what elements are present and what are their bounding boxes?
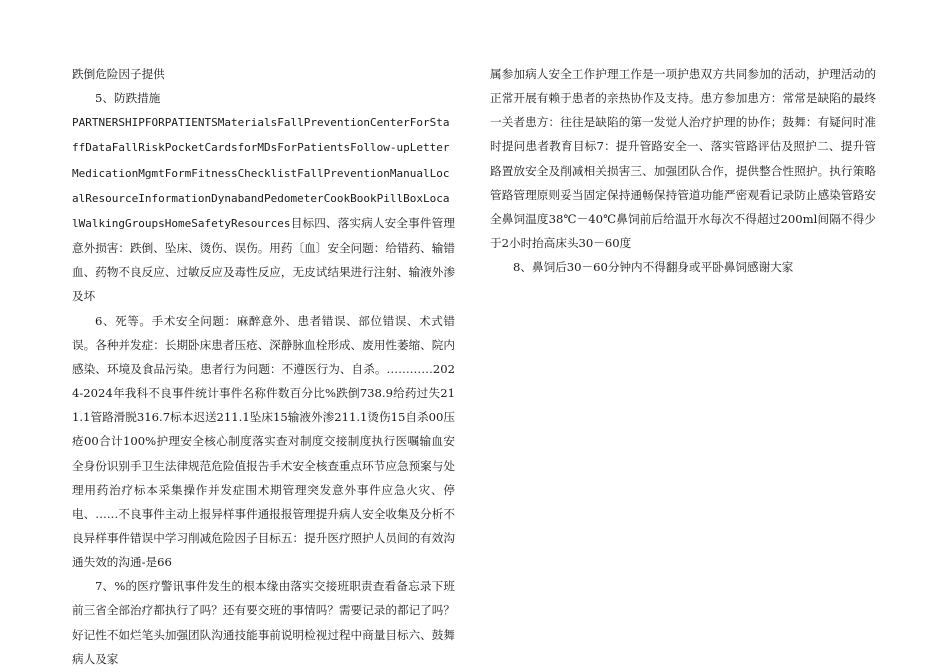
paragraph-nasal-feeding: 8、鼻饲后30－60分钟内不得翻身或平卧鼻饲感谢大家: [513, 260, 794, 275]
right-column: [490, 62, 876, 279]
goal-four-text: 目标四、落实病人安全事件管理意外损害：跌倒、坠床、烫伤、误伤。用药〔血〕安全问题：给错药、输错血、药物不良反应、过敏反应及毒性反应，无皮试结果进行注射、输液外渗及坏: [72, 215, 455, 304]
left-column: [72, 62, 455, 671]
paragraph-fall-prevention-heading: 5、防跌措施: [95, 91, 161, 106]
paragraph-surgery-safety: 6、死等。手术安全问题：麻醉意外、患者错误、部位错误、术式错误。各种并发症：长期卧床患者压疮、深静脉血栓形成、废用性萎缩、院内感染、环境及食品污染。患者行为问题：不遵医行为、自杀。…………2024-2024年我科不良事件统计事件名称件数百分比%跌倒738.9给药过失211.1管路滑脱316.7标本迟送211.1坠床15输液外渗211.1烫伤15自杀00压疮00合计100%护理安全核心制度落实查对制度交接制度执行医嘱输血安全身份识别手卫生法律规范危险值报告手术安全核查重点环节应急预案与处理用药治疗标本采集操作并发症围术期管理突发意外事件应急火灾、停电、……不良事件主动上报异样事件通报报管理提升病人安全收集及分析不良异样事件错误中学习削减危险因子目标五：提升医疗照护人员间的有效沟通失效的沟通-是66: [72, 313, 455, 570]
paragraph-handover-communication: 7、%的医疗警讯事件发生的根本缘由落实交接班职责查看备忘录下班前三省全部治疗都执行了吗？还有要交班的事情吗？需要记录的都记了吗？好记性不如烂笔头加强团队沟通技能事前说明检视过程中商量目标六、鼓舞病人及家: [72, 579, 455, 666]
paragraph-fall-risk: 跌倒危险因子提供: [72, 67, 165, 81]
paragraph-patient-participation: 属参加病人安全工作护理工作是一项护患双方共同参加的活动，护理活动的正常开展有赖于患者的亲热协作及支持。患方参加患方：常常是缺陷的最终一关者患方：往往是缺陷的第一发觉人治疗护理的协作；鼓舞：有疑问时准时提问患者教育目标7：提升管路安全一、落实管路评估及照护二、提升管路置放安全及削减相关损害三、加强团队合作，提供整合性照护。执行策略管路管理原则妥当固定保持通畅保持管道功能严密观看记录防止感染管路安全鼻饲温度38℃－40℃鼻饲前后给温开水每次不得超过200ml间隔不得少于2小时抬高床头30－60度: [490, 67, 876, 251]
partnership-materials-list: PARTNERSHIPFORPATIENTSMaterialsFallPreventionCenterForStaffDataFallRiskPocketCardsforMDsForPatientsFollow-upLetterMedicationMgmtFormFitnessChecklistFallPreventionManualLocalResourceInformationDynabandPedometerCookBookPillBoxLocalWalkingGroupsHomeSafetyResources: [72, 116, 450, 230]
paragraph-partnership-materials: [72, 110, 455, 308]
